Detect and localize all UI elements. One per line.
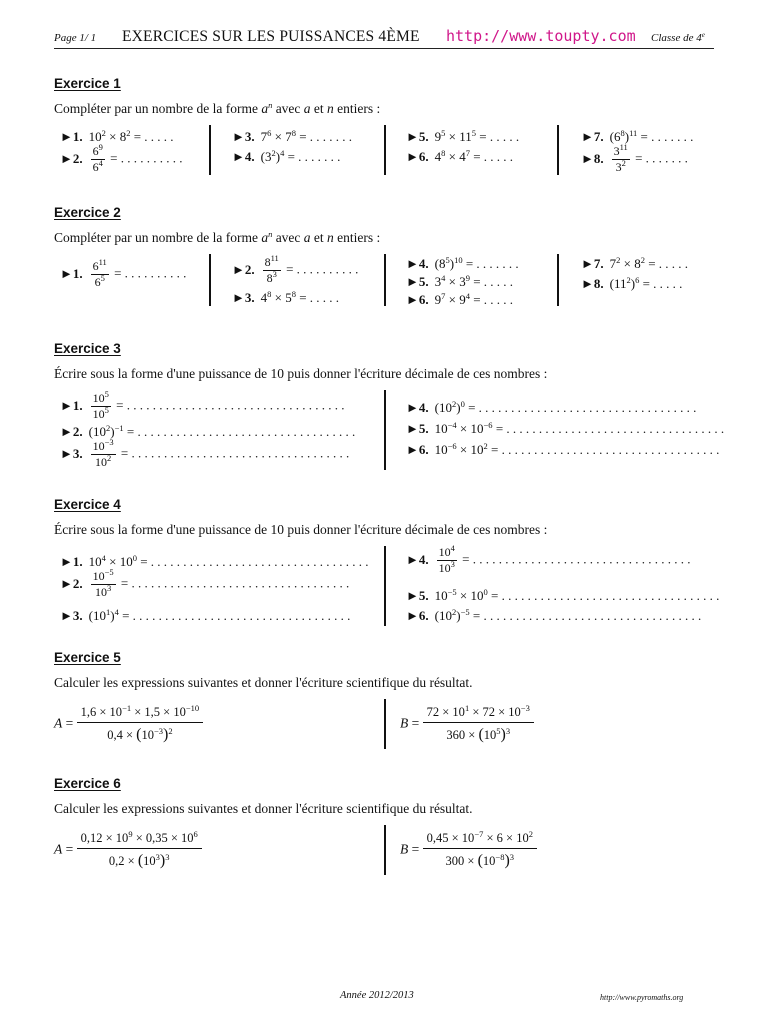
exercise-title: Exercice 5 — [54, 650, 121, 665]
list-item: ►6. $10^{-6} \times 10^2$ = . . . . . . . . . . . . . . . . . . . . . . . . . . . . . . . . . . — [406, 441, 720, 457]
exercise-4 — [54, 497, 720, 634]
list-item: ►8. $\frac{3^{11}}{3^2}$ = . . . . . . . — [581, 142, 688, 175]
list-item: ►1. $10^2 \times 8^2$ = . . . . . — [60, 128, 174, 144]
exercise-title: Exercice 6 — [54, 776, 121, 791]
list-item: ►3. $4^8 \times 5^8$ = . . . . . — [232, 289, 340, 305]
list-item: ►1. $10^4 \times 10^0$ = . . . . . . . . . . . . . . . . . . . . . . . . . . . . . . . . . . — [60, 553, 369, 569]
exercise-instruction: Calculer les expressions suivantes et donner l'écriture scientifique du résultat. — [54, 801, 473, 816]
expression-b: B = $\frac{72 \times 10^1 \times 72 \times 10^{-3}}{360 \times (10^5)^3}$ — [400, 705, 534, 744]
list-item: ►1. $\frac{6^{11}}{6^5}$ = . . . . . . . . . . — [60, 257, 187, 290]
exercise-1 — [54, 76, 714, 185]
page-number: Page 1/ 1 — [54, 32, 97, 44]
list-item: ►8. $(11^2)^6$ = . . . . . — [581, 275, 683, 291]
footer-year: Année 2012/2013 — [340, 990, 414, 1001]
footer-site[interactable]: http://www.pyromaths.org — [600, 993, 684, 1002]
list-item: ►2. $\frac{8^{11}}{8^3}$ = . . . . . . . . . . — [232, 253, 359, 286]
exercise-title: Exercice 2 — [54, 205, 121, 220]
list-item: ►5. $10^{-5} \times 10^0$ = . . . . . . . . . . . . . . . . . . . . . . . . . . . . . . . . . . — [406, 587, 720, 603]
list-item: ►2. $\frac{10^{-5}}{10^3}$ = . . . . . . . . . . . . . . . . . . . . . . . . . . . . . . . . . . — [60, 567, 350, 600]
list-item: ►4. $(8^5)^{10}$ = . . . . . . . — [406, 255, 519, 271]
list-item: ►6. $4^8 \times 4^7$ = . . . . . — [406, 148, 514, 164]
exercise-instruction: Compléter par un nombre de la forme $a^n$ avec a et n entiers : — [54, 100, 381, 116]
list-item: ►5. $10^{-4} \times 10^{-6}$ = . . . . . . . . . . . . . . . . . . . . . . . . . . . . . . . . . . — [406, 420, 725, 436]
document-title: EXERCICES SUR LES PUISSANCES 4ÈME — [122, 28, 420, 45]
list-item: ►6. $9^7 \times 9^4$ = . . . . . — [406, 291, 514, 307]
exercise-2 — [54, 205, 714, 318]
exercise-title: Exercice 3 — [54, 341, 121, 356]
list-item: ►3. $(10^1)^4$ = . . . . . . . . . . . . . . . . . . . . . . . . . . . . . . . . . . — [60, 607, 351, 623]
list-item: ►4. $\frac{10^4}{10^3}$ = . . . . . . . . . . . . . . . . . . . . . . . . . . . . . . . . . . — [406, 543, 691, 576]
expression-a: A = $\frac{0,12 \times 10^9 \times 0,35 \times 10^6}{0,2 \times (10^3)^3}$ — [54, 831, 202, 870]
expression-b: B = $\frac{0,45 \times 10^{-7} \times 6 \times 10^2}{300 \times (10^{-8})^3}$ — [400, 831, 537, 870]
exercise-3 — [54, 341, 725, 478]
page-header — [54, 26, 714, 49]
expression-a: A = $\frac{1,6 \times 10^{-1} \times 1,5 \times 10^{-10}}{0,4 \times (10^{-3})^2}$ — [54, 705, 203, 744]
list-item: ►7. $7^2 \times 8^2$ = . . . . . — [581, 255, 689, 271]
list-item: ►7. $(6^8)^{11}$ = . . . . . . . — [581, 128, 694, 144]
list-item: ►3. $7^6 \times 7^8$ = . . . . . . . — [232, 128, 353, 144]
list-item: ►2. $\frac{6^9}{6^4}$ = . . . . . . . . . . — [60, 142, 183, 175]
exercise-5 — [54, 650, 714, 755]
list-item: ►5. $3^4 \times 3^9$ = . . . . . — [406, 273, 514, 289]
list-item: ►5. $9^5 \times 11^5$ = . . . . . — [406, 128, 520, 144]
list-item: ►1. $\frac{10^5}{10^5}$ = . . . . . . . . . . . . . . . . . . . . . . . . . . . . . . . . . . — [60, 389, 345, 422]
exercise-title: Exercice 4 — [54, 497, 121, 512]
list-item: ►4. $(10^2)^0$ = . . . . . . . . . . . . . . . . . . . . . . . . . . . . . . . . . . — [406, 399, 697, 415]
exercise-instruction: Écrire sous la forme d'une puissance de 10 puis donner l'écriture décimale de ces nombres : — [54, 522, 548, 537]
list-item: ►3. $\frac{10^{-3}}{10^2}$ = . . . . . . . . . . . . . . . . . . . . . . . . . . . . . . . . . . — [60, 437, 350, 470]
exercise-instruction: Compléter par un nombre de la forme $a^n$ avec a et n entiers : — [54, 229, 381, 245]
header-link[interactable]: http://www.toupty.com — [446, 27, 636, 45]
list-item: ►4. $(3^2)^4$ = . . . . . . . — [232, 148, 341, 164]
list-item: ►6. $(10^2)^{-5}$ = . . . . . . . . . . . . . . . . . . . . . . . . . . . . . . . . . . — [406, 607, 702, 623]
exercise-instruction: Calculer les expressions suivantes et donner l'écriture scientifique du résultat. — [54, 675, 473, 690]
exercise-6 — [54, 776, 714, 881]
exercise-title: Exercice 1 — [54, 76, 121, 91]
list-item: ►2. $(10^2)^{-1}$ = . . . . . . . . . . . . . . . . . . . . . . . . . . . . . . . . . . — [60, 423, 356, 439]
class-label: Classe de 4e — [651, 31, 705, 44]
exercise-instruction: Écrire sous la forme d'une puissance de 10 puis donner l'écriture décimale de ces nombres : — [54, 366, 548, 381]
